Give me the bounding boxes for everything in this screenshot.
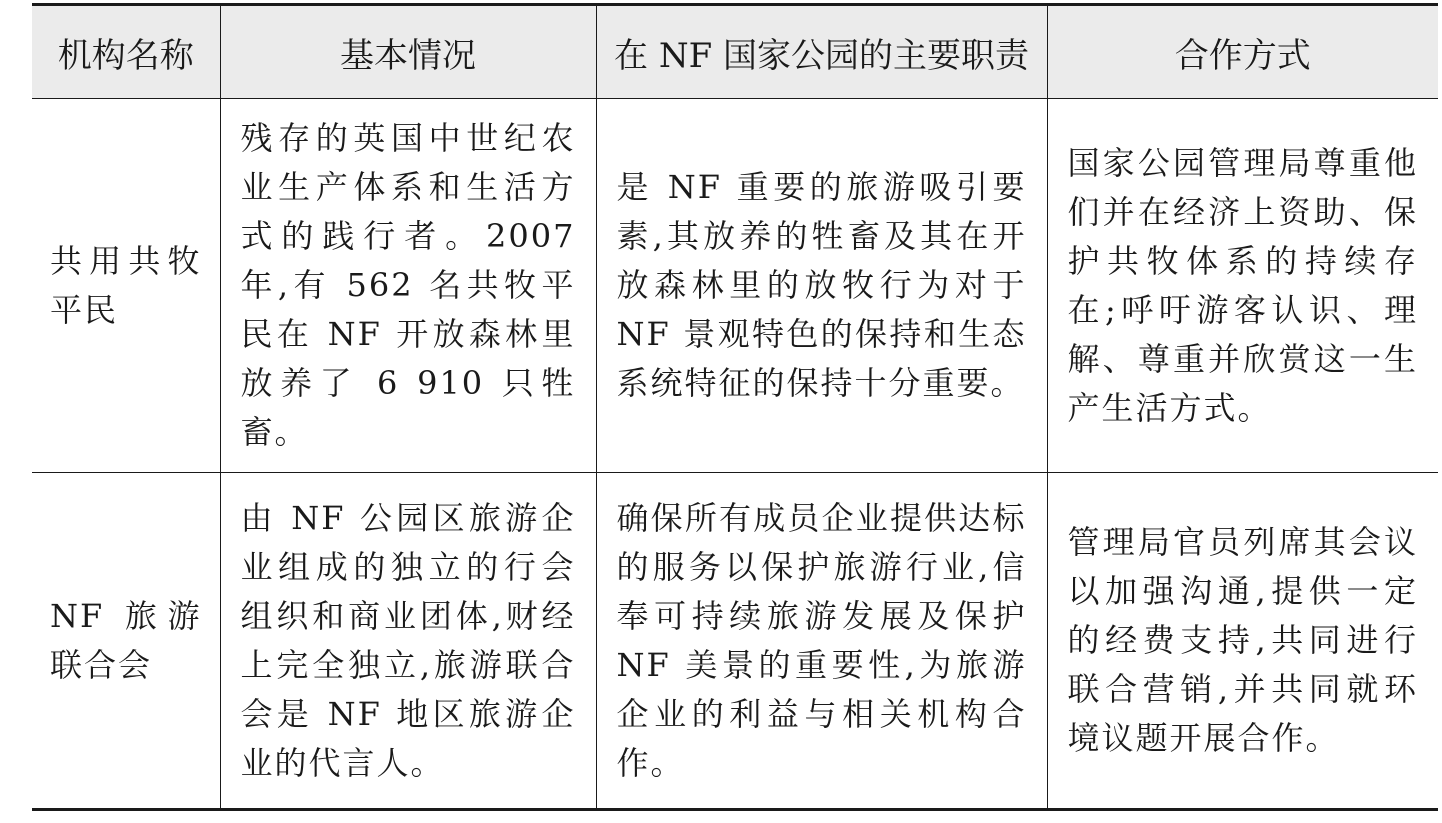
cell-institution-name: 共用共牧平民 xyxy=(32,99,220,473)
cell-main-duty: 确保所有成员企业提供达标的服务以保护旅游行业,信奉可持续旅游发展及保护 NF 美景的重要性,为旅游企业的利益与相关机构合作。 xyxy=(596,473,1047,810)
table-body xyxy=(32,99,1438,810)
table-row xyxy=(32,473,1438,810)
header-cooperation: 合作方式 xyxy=(1047,5,1438,99)
header-main-duty: 在 NF 国家公园的主要职责 xyxy=(596,5,1047,99)
cell-basic-info: 由 NF 公园区旅游企业组成的独立的行会组织和商业团体,财经上完全独立,旅游联合会是 NF 地区旅游企业的代言人。 xyxy=(220,473,596,810)
institution-table xyxy=(32,3,1438,811)
institution-table-container xyxy=(32,3,1438,811)
cell-main-duty: 是 NF 重要的旅游吸引要素,其放养的牲畜及其在开放森林里的放牧行为对于 NF 景观特色的保持和生态系统特征的保持十分重要。 xyxy=(596,99,1047,473)
cell-cooperation: 管理局官员列席其会议以加强沟通,提供一定的经费支持,共同进行联合营销,并共同就环境议题开展合作。 xyxy=(1047,473,1438,810)
cell-basic-info: 残存的英国中世纪农业生产体系和生活方式的践行者。2007 年,有 562 名共牧平民在 NF 开放森林里放养了 6 910 只牲畜。 xyxy=(220,99,596,473)
table-header xyxy=(32,5,1438,99)
table-row xyxy=(32,99,1438,473)
cell-cooperation: 国家公园管理局尊重他们并在经济上资助、保护共牧体系的持续存在;呼吁游客认识、理解、尊重并欣赏这一生产生活方式。 xyxy=(1047,99,1438,473)
cell-institution-name: NF 旅游联合会 xyxy=(32,473,220,810)
header-basic-info: 基本情况 xyxy=(220,5,596,99)
header-institution-name: 机构名称 xyxy=(32,5,220,99)
header-row xyxy=(32,5,1438,99)
